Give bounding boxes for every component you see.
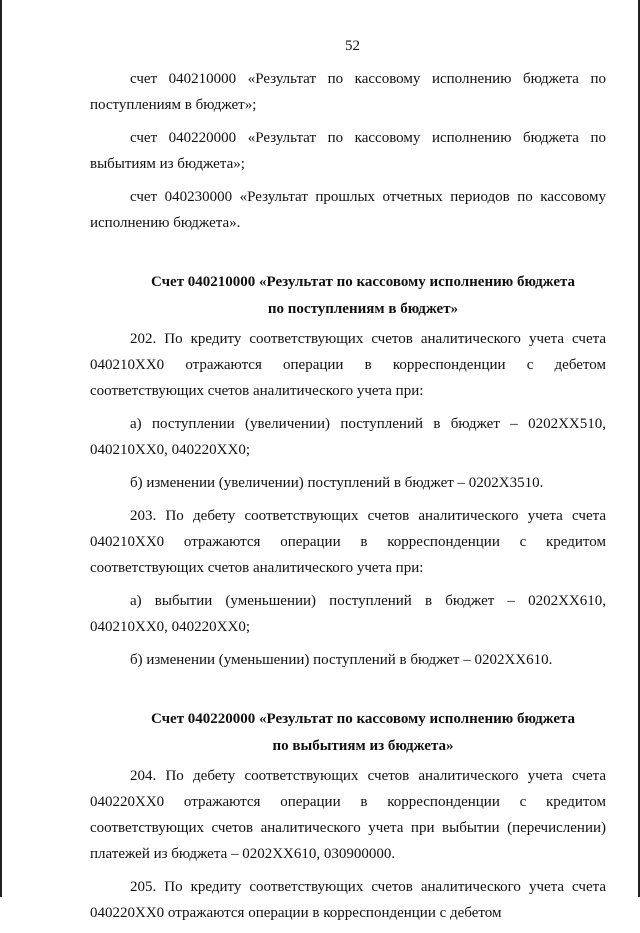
body-paragraph: б) изменении (уменьшении) поступлений в бюджет – 0202ХХ610.: [130, 652, 553, 668]
intro-paragraph: счет 040220000 «Результат по кассовому исполнению бюджета по выбытиям из бюджета»;: [90, 130, 606, 172]
scan-edge-left: [0, 0, 2, 897]
page-number: 52: [345, 38, 360, 54]
body-paragraph: 203. По дебету соответствующих счетов аналитического учета счета 040210ХХ0 отражаются операции в корреспонденции с кредитом соответствующих счетов аналитического учета при:: [90, 508, 606, 576]
section-heading: [90, 269, 606, 323]
section-heading-line: Счет 040210000 «Результат по кассовому исполнению бюджета: [150, 274, 576, 290]
intro-paragraph: счет 040230000 «Результат прошлых отчетных периодов по кассовому исполнению бюджета».: [90, 189, 606, 231]
body-paragraph: а) поступлении (увеличении) поступлений в бюджет – 0202ХХ510, 040210ХХ0, 040220ХХ0;: [90, 416, 606, 458]
section-heading: [90, 706, 606, 760]
intro-paragraph: счет 040210000 «Результат по кассовому исполнению бюджета по поступлениям в бюджет»;: [90, 71, 606, 113]
body-paragraph: 202. По кредиту соответствующих счетов аналитического учета счета 040210ХХ0 отражаются операции в корреспонденции с дебетом соответствующих счетов аналитического учета при:: [90, 331, 606, 399]
body-paragraph: а) выбытии (уменьшении) поступлений в бюджет – 0202ХХ610, 040210ХХ0, 040220ХХ0;: [90, 593, 606, 635]
section-heading-line: Счет 040220000 «Результат по кассовому исполнению бюджета: [150, 711, 576, 727]
section-heading-line: по выбытиям из бюджета»: [272, 738, 454, 754]
body-paragraph: 204. По дебету соответствующих счетов аналитического учета счета 040220ХХ0 отражаются операции в корреспонденции с кредитом соответствующих счетов аналитического учета при выбытии (перечислении) платежей из бюджета – 0202ХХ610, 030900000.: [90, 768, 606, 862]
section-heading-line: по поступлениям в бюджет»: [267, 301, 459, 317]
document-body: [90, 66, 606, 933]
body-paragraph: б) изменении (увеличении) поступлений в бюджет – 0202Х3510.: [130, 475, 544, 491]
body-paragraph: 205. По кредиту соответствующих счетов аналитического учета счета 040220ХХ0 отражаются операции в корреспонденции с дебетом: [90, 879, 606, 921]
